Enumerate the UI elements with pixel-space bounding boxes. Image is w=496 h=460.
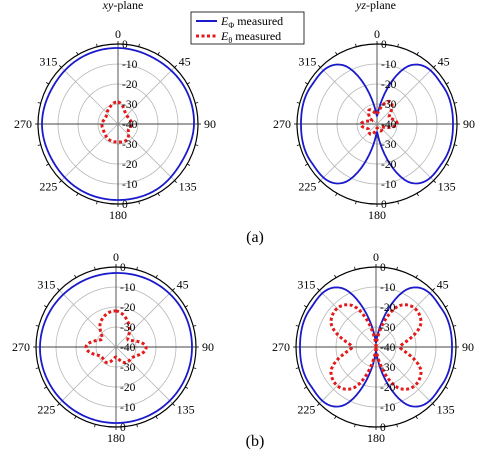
angle-tick-label: 315 (37, 277, 56, 292)
radial-tick-label: -20 (381, 159, 397, 171)
angle-tick-label: 90 (204, 117, 216, 131)
angle-tick-mark (75, 275, 77, 278)
angle-tick-mark (175, 181, 177, 183)
xy-plane-title (102, 0, 144, 12)
radial-tick-label: -30 (120, 362, 136, 374)
angle-tick-mark (44, 387, 47, 389)
row-label-a: (a) (246, 229, 264, 246)
angle-tick-mark (335, 275, 337, 278)
angle-tick-mark (433, 288, 435, 290)
radial-tick-label: -30 (380, 362, 396, 374)
radial-tick-label: -10 (122, 179, 138, 191)
radial-tick-label: -20 (120, 302, 136, 314)
radial-tick-label: 0 (381, 39, 387, 51)
angle-tick-mark (75, 416, 77, 419)
angle-tick-label: 180 (109, 208, 127, 222)
angle-tick-mark (335, 416, 337, 419)
angle-tick-mark (416, 275, 418, 278)
angle-tick-mark (416, 416, 418, 419)
radial-tick-label: -40 (381, 119, 397, 131)
polar-plot-1 (14, 27, 216, 222)
radial-tick-label: -10 (120, 402, 136, 414)
grid-spoke (61, 124, 118, 181)
angle-tick-mark (434, 181, 436, 183)
angle-tick-mark (318, 181, 320, 183)
angle-tick-label: 225 (297, 402, 316, 417)
radial-tick-label: 0 (381, 199, 387, 211)
radial-tick-label: -30 (381, 99, 397, 111)
grid-spoke (59, 347, 116, 404)
angle-tick-mark (173, 288, 175, 290)
angle-tick-label: 180 (368, 208, 386, 222)
radial-tick-label: 0 (380, 422, 386, 434)
angle-tick-label: 180 (107, 431, 125, 445)
angle-tick-label: 225 (39, 179, 58, 194)
angle-tick-label: 270 (272, 340, 290, 354)
row-label-b: (b) (245, 433, 265, 450)
polar-plot-2 (273, 27, 475, 222)
yz-title-rest: -plane (366, 0, 396, 12)
radial-tick-label: -20 (122, 159, 138, 171)
angle-tick-mark (185, 387, 188, 389)
angle-tick-label: 45 (436, 277, 449, 292)
angle-tick-mark (336, 52, 338, 55)
angle-tick-label: 225 (37, 402, 56, 417)
angle-tick-label: 0 (113, 250, 119, 264)
grid-spoke (61, 67, 118, 124)
radial-tick-label: 0 (122, 39, 128, 51)
angle-tick-mark (305, 164, 308, 166)
angle-tick-mark (446, 164, 449, 166)
radial-tick-label: -30 (120, 322, 136, 334)
angle-tick-mark (304, 387, 307, 389)
angle-tick-mark (156, 275, 158, 278)
angle-tick-label: 315 (39, 54, 58, 69)
angle-tick-label: 45 (178, 54, 191, 69)
radial-tick-label: 0 (380, 262, 386, 274)
legend-phi-suffix: measured (234, 14, 284, 28)
grid-spoke (377, 124, 434, 181)
radial-tick-label: -20 (380, 302, 396, 314)
legend-theta-sub: θ (228, 36, 233, 45)
angle-tick-mark (77, 193, 79, 196)
polar-plots (12, 27, 475, 445)
angle-tick-mark (446, 83, 449, 85)
angle-tick-mark (317, 288, 319, 290)
angle-tick-mark (305, 83, 308, 85)
grid-spoke (377, 67, 434, 124)
angle-tick-mark (77, 52, 79, 55)
radial-tick-label: -20 (120, 382, 136, 394)
angle-tick-mark (304, 306, 307, 308)
angle-tick-label: 270 (14, 117, 32, 131)
angle-tick-mark (158, 193, 160, 196)
angle-tick-label: 135 (437, 179, 456, 194)
angle-tick-mark (445, 387, 448, 389)
angle-tick-label: 180 (367, 431, 385, 445)
angle-tick-mark (445, 306, 448, 308)
angle-tick-mark (185, 306, 188, 308)
legend-phi-e: E (221, 14, 229, 28)
angle-tick-label: 225 (298, 179, 317, 194)
angle-tick-label: 135 (178, 179, 197, 194)
xy-title-italic: xy (102, 0, 114, 12)
radial-tick-label: -10 (120, 282, 136, 294)
angle-tick-mark (433, 404, 435, 406)
radial-tick-label: 0 (122, 199, 128, 211)
angle-tick-mark (156, 416, 158, 419)
radial-tick-label: -30 (381, 139, 397, 151)
radial-tick-label: 0 (120, 422, 126, 434)
radial-tick-label: -30 (122, 139, 138, 151)
angle-tick-label: 135 (436, 402, 455, 417)
angle-tick-mark (158, 52, 160, 55)
xy-title-rest: -plane (113, 0, 144, 12)
angle-tick-mark (57, 404, 59, 406)
angle-tick-mark (434, 65, 436, 67)
angle-tick-mark (44, 306, 47, 308)
radial-tick-label: -40 (380, 342, 396, 354)
angle-tick-label: 270 (12, 340, 30, 354)
radial-tick-label: -20 (380, 382, 396, 394)
polar-plot-4 (272, 250, 474, 445)
angle-tick-mark (59, 65, 61, 67)
angle-tick-mark (317, 404, 319, 406)
angle-tick-mark (46, 83, 49, 85)
polar-plot-3 (12, 250, 214, 445)
radial-tick-label: -10 (381, 59, 397, 71)
radial-tick-label: -10 (381, 179, 397, 191)
radial-tick-label: -20 (381, 79, 397, 91)
radial-tick-label: 0 (120, 262, 126, 274)
legend-theta-e: E (221, 29, 229, 43)
angle-tick-label: 0 (115, 27, 121, 41)
radial-tick-label: -20 (122, 79, 138, 91)
angle-tick-mark (46, 164, 49, 166)
grid-spoke (116, 347, 173, 404)
yz-plane-title (355, 0, 396, 12)
radial-tick-label: -10 (380, 282, 396, 294)
angle-tick-label: 90 (463, 117, 475, 131)
angle-tick-label: 315 (298, 54, 317, 69)
angle-tick-label: 315 (297, 277, 316, 292)
angle-tick-mark (318, 65, 320, 67)
grid-spoke (118, 124, 175, 181)
legend-theta-suffix: measured (232, 29, 282, 43)
angle-tick-mark (57, 288, 59, 290)
angle-tick-label: 270 (273, 117, 291, 131)
angle-tick-label: 90 (462, 340, 474, 354)
radial-tick-label: -40 (122, 119, 138, 131)
angle-tick-label: 45 (437, 54, 450, 69)
radial-tick-label: -30 (122, 99, 138, 111)
angle-tick-label: 0 (374, 27, 380, 41)
radial-tick-label: -30 (380, 322, 396, 334)
angle-tick-mark (417, 193, 419, 196)
radial-tick-label: -10 (380, 402, 396, 414)
angle-tick-mark (59, 181, 61, 183)
angle-tick-mark (187, 83, 190, 85)
angle-tick-mark (336, 193, 338, 196)
legend (191, 12, 304, 45)
radial-tick-label: -10 (122, 59, 138, 71)
angle-tick-mark (173, 404, 175, 406)
radial-tick-label: -40 (120, 342, 136, 354)
yz-title-italic: yz (356, 0, 367, 12)
angle-tick-mark (175, 65, 177, 67)
angle-tick-label: 135 (176, 402, 195, 417)
grid-spoke (59, 290, 116, 347)
angle-tick-label: 0 (373, 250, 379, 264)
angle-tick-mark (417, 52, 419, 55)
angle-tick-label: 45 (176, 277, 189, 292)
angle-tick-mark (187, 164, 190, 166)
legend-phi-sub: Φ (228, 21, 235, 30)
angle-tick-label: 90 (202, 340, 214, 354)
grid-spoke (116, 290, 173, 347)
